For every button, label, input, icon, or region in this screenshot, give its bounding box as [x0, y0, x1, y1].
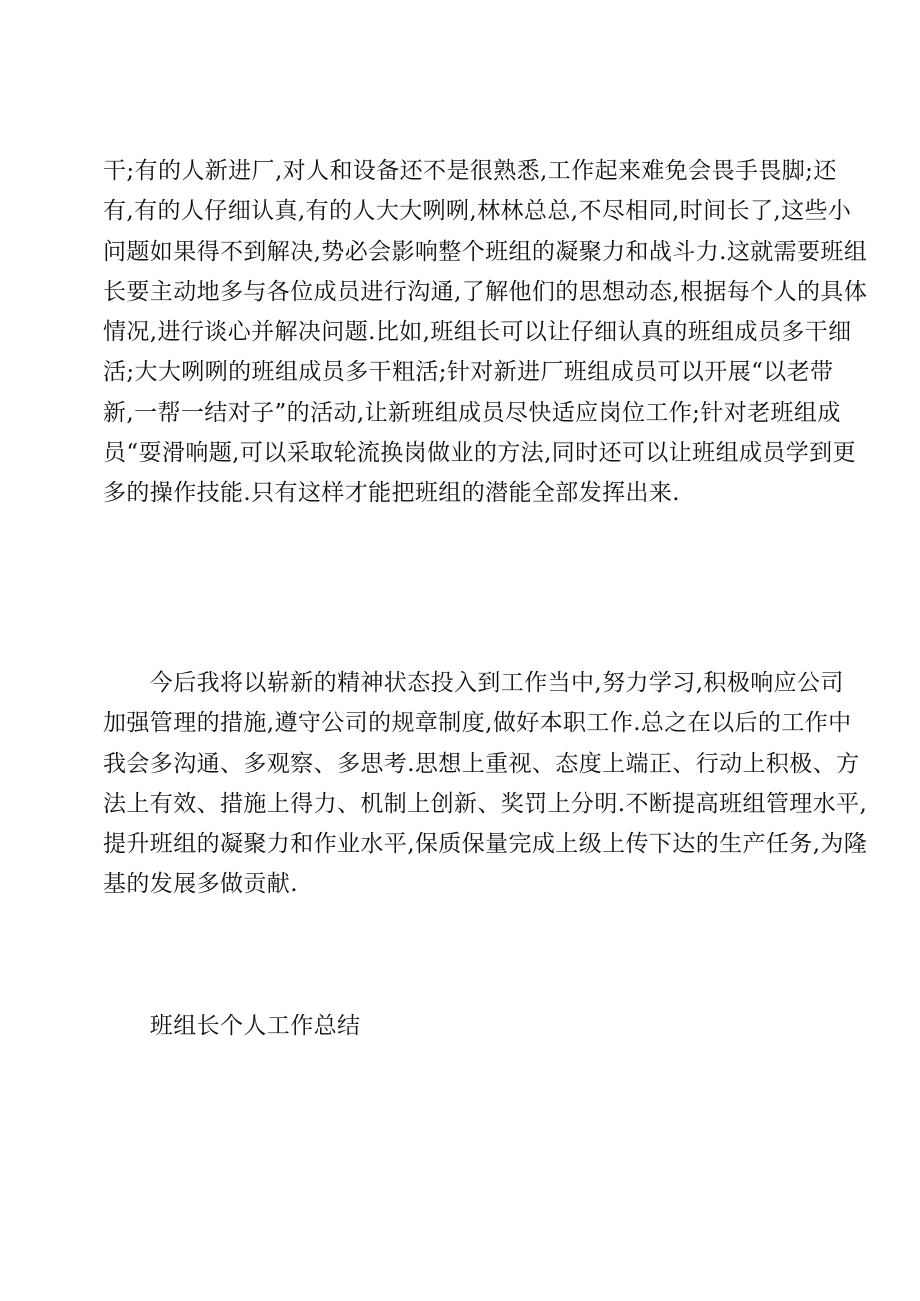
text-line: 情况,进行谈心并解决问题.比如,班组长可以让仔细认真的班组成员多干细	[103, 319, 852, 346]
text-line: 干;有的人新进厂,对人和设备还不是很熟悉,工作起来难免会畏手畏脚;还	[103, 158, 837, 184]
text-line: 新,一帮一结对子”的活动,让新班组成员尽快适应岗位工作;针对老班组成	[103, 399, 841, 426]
text-line: 提升班组的凝聚力和作业水平,保质保量完成上级上传下达的生产任务,为隆	[103, 831, 868, 858]
text-line: 有,有的人仔细认真,有的人大大咧咧,林林总总,不尽相同,时间长了,这些小	[103, 198, 852, 225]
text-line: 基的发展多做贡献.	[103, 871, 298, 898]
text-line: 我会多沟通、多观察、多思考.思想上重视、态度上端正、行动上积极、方	[103, 750, 860, 777]
text-line: 多的操作技能.只有这样才能把班组的潜能全部发挥出来.	[103, 480, 681, 507]
paragraph-continuation	[103, 151, 868, 514]
text-line: 长要主动地多与各位成员进行沟通,了解他们的思想动态,根据每个人的具体	[103, 278, 868, 305]
text-line: 今后我将以崭新的精神状态投入到工作当中,努力学习,积极响应公司	[103, 670, 844, 696]
text-line: 问题如果得不到解决,势必会影响整个班组的凝聚力和战斗力.这就需要班组	[103, 238, 868, 265]
text-line: 员“耍滑响题,可以采取轮流换岗做业的方法,同时还可以让班组成员学到更	[103, 440, 856, 467]
paragraph-future-plans	[103, 663, 868, 905]
text-line: 法上有效、措施上得力、机制上创新、奖罚上分明.不断提高班组管理水平,	[103, 790, 868, 817]
text-line: 活;大大咧咧的班组成员多干粗活;针对新进厂班组成员可以开展“以老带	[103, 359, 834, 386]
text-line: 加强管理的措施,遵守公司的规章制度,做好本职工作.总之在以后的工作中	[103, 710, 852, 737]
section-heading	[103, 1006, 823, 1046]
heading-text: 班组长个人工作总结	[103, 1013, 361, 1039]
